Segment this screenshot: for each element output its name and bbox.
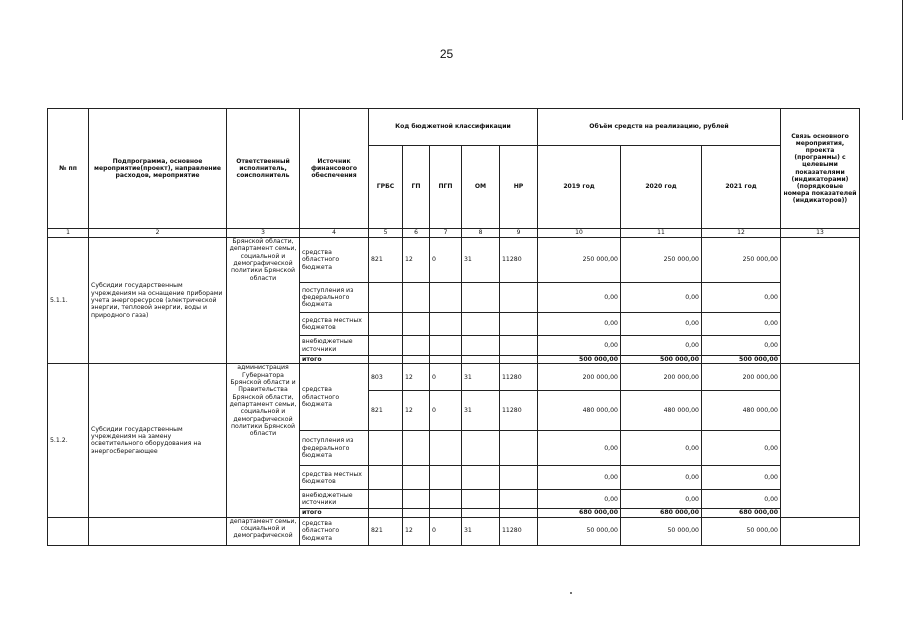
- nr-value: [500, 313, 538, 336]
- total-2019: 680 000,00: [538, 509, 621, 517]
- amount-2021: 0,00: [702, 431, 781, 466]
- header-2020: 2020 год: [621, 146, 702, 229]
- column-number: 13: [781, 229, 860, 238]
- amount-2021: 50 000,00: [702, 517, 781, 545]
- page-number: 25: [439, 47, 454, 61]
- pgp-value: [430, 336, 462, 356]
- amount-2021: 250 000,00: [702, 238, 781, 283]
- source: поступления из федерального бюджета: [300, 431, 369, 466]
- grbs-value: [369, 313, 403, 336]
- header-link: Связь основного мероприятия, проекта (программы) с целевыми показателями (индикаторами) (порядковые номера показателей (индикаторов)): [781, 109, 860, 229]
- amount-2021: 0,00: [702, 490, 781, 509]
- scan-dot: [570, 592, 572, 594]
- source: внебюджетные источники: [300, 336, 369, 356]
- om-value: [462, 336, 500, 356]
- table-row: [48, 238, 860, 283]
- grbs-value: [369, 283, 403, 313]
- total-2020: 680 000,00: [621, 509, 702, 517]
- gp-value: 12: [403, 364, 430, 391]
- grbs-value: 803: [369, 364, 403, 391]
- header-source: Источник финансового обеспечения: [300, 109, 369, 229]
- amount-2020: 0,00: [621, 490, 702, 509]
- column-number: 6: [403, 229, 430, 238]
- header-executor: Ответственный исполнитель, соисполнитель: [227, 109, 300, 229]
- nr-value: 11280: [500, 391, 538, 431]
- pgp-value: [430, 313, 462, 336]
- empty-cell: [500, 466, 538, 490]
- header-row-1: [48, 109, 860, 146]
- amount-2021: 200 000,00: [702, 364, 781, 391]
- nr-value: 11280: [500, 517, 538, 545]
- om-value: 31: [462, 364, 500, 391]
- source: средства областного бюджета: [300, 517, 369, 545]
- grbs-value: 821: [369, 391, 403, 431]
- gp-value: [403, 336, 430, 356]
- empty-cell: [430, 431, 462, 466]
- column-number: 7: [430, 229, 462, 238]
- header-volume: Объём средств на реализацию, рублей: [538, 109, 781, 146]
- header-nr: НР: [500, 146, 538, 229]
- empty-cell: [462, 431, 500, 466]
- pgp-value: 0: [430, 391, 462, 431]
- row-number: 5.1.2.: [48, 364, 89, 517]
- header-2021: 2021 год: [702, 146, 781, 229]
- nr-value: 11280: [500, 238, 538, 283]
- om-value: [462, 313, 500, 336]
- amount-2020: 0,00: [621, 283, 702, 313]
- amount-2019: 200 000,00: [538, 364, 621, 391]
- source: поступления из федерального бюджета: [300, 283, 369, 313]
- grbs-value: [369, 336, 403, 356]
- column-number: 2: [89, 229, 227, 238]
- empty-cell: [462, 490, 500, 509]
- pgp-value: 0: [430, 517, 462, 545]
- nr-value: [500, 336, 538, 356]
- header-gp: ГП: [403, 146, 430, 229]
- header-npp: № пп: [48, 109, 89, 229]
- empty-cell: [369, 431, 403, 466]
- empty-cell: [462, 356, 500, 364]
- amount-2021: 0,00: [702, 466, 781, 490]
- amount-2020: 200 000,00: [621, 364, 702, 391]
- gp-value: [403, 283, 430, 313]
- amount-2019: 480 000,00: [538, 391, 621, 431]
- total-2019: 500 000,00: [538, 356, 621, 364]
- grbs-value: 821: [369, 517, 403, 545]
- header-om: ОМ: [462, 146, 500, 229]
- header-2019: 2019 год: [538, 146, 621, 229]
- om-value: [462, 283, 500, 313]
- amount-2020: 0,00: [621, 313, 702, 336]
- executor: департамент семьи, социальной и демографической: [227, 517, 300, 545]
- pgp-value: [430, 283, 462, 313]
- empty-cell: [403, 356, 430, 364]
- amount-2020: 480 000,00: [621, 391, 702, 431]
- row-number: 5.1.1.: [48, 238, 89, 364]
- amount-2019: 0,00: [538, 313, 621, 336]
- amount-2019: 0,00: [538, 283, 621, 313]
- pgp-value: 0: [430, 238, 462, 283]
- header-grbs: ГРБС: [369, 146, 403, 229]
- amount-2021: 0,00: [702, 336, 781, 356]
- amount-2019: 0,00: [538, 336, 621, 356]
- empty-cell: [403, 490, 430, 509]
- total-2020: 500 000,00: [621, 356, 702, 364]
- column-number: 3: [227, 229, 300, 238]
- header-budget-code: Код бюджетной классификации: [369, 109, 538, 146]
- column-number-row: [48, 229, 860, 238]
- total-2021: 500 000,00: [702, 356, 781, 364]
- column-number: 12: [702, 229, 781, 238]
- gp-value: 12: [403, 517, 430, 545]
- header-pgp: ПГП: [430, 146, 462, 229]
- amount-2019: 0,00: [538, 431, 621, 466]
- empty-cell: [430, 466, 462, 490]
- amount-2019: 50 000,00: [538, 517, 621, 545]
- empty-cell: [500, 509, 538, 517]
- source: средства областного бюджета: [300, 364, 369, 431]
- om-value: 31: [462, 391, 500, 431]
- source: средства местных бюджетов: [300, 466, 369, 490]
- scan-edge-line: [902, 0, 903, 120]
- source: средства местных бюджетов: [300, 313, 369, 336]
- total-label: итого: [300, 509, 369, 517]
- column-number: 4: [300, 229, 369, 238]
- gp-value: [403, 313, 430, 336]
- amount-2019: 250 000,00: [538, 238, 621, 283]
- table-row: [48, 364, 860, 391]
- empty-cell: [369, 509, 403, 517]
- gp-value: 12: [403, 391, 430, 431]
- grbs-value: 821: [369, 238, 403, 283]
- total-2021: 680 000,00: [702, 509, 781, 517]
- executor: Брянской области, департамент семьи, социальной и демографической политики Брянской области: [227, 238, 300, 364]
- column-number: 11: [621, 229, 702, 238]
- amount-2021: 0,00: [702, 313, 781, 336]
- empty-cell: [430, 490, 462, 509]
- empty-cell: [462, 466, 500, 490]
- indicator-link: [781, 517, 860, 545]
- empty-cell: [369, 356, 403, 364]
- indicator-link: [781, 364, 860, 517]
- amount-2019: 0,00: [538, 490, 621, 509]
- measure-name: [89, 517, 227, 545]
- gp-value: 12: [403, 238, 430, 283]
- empty-cell: [403, 466, 430, 490]
- amount-2020: 250 000,00: [621, 238, 702, 283]
- om-value: 31: [462, 238, 500, 283]
- empty-cell: [369, 466, 403, 490]
- amount-2020: 0,00: [621, 336, 702, 356]
- empty-cell: [500, 490, 538, 509]
- empty-cell: [430, 356, 462, 364]
- table-row: [48, 517, 860, 545]
- amount-2020: 50 000,00: [621, 517, 702, 545]
- empty-cell: [500, 431, 538, 466]
- budget-table: [47, 108, 860, 546]
- column-number: 5: [369, 229, 403, 238]
- nr-value: [500, 283, 538, 313]
- amount-2020: 0,00: [621, 466, 702, 490]
- amount-2021: 480 000,00: [702, 391, 781, 431]
- nr-value: 11280: [500, 364, 538, 391]
- amount-2019: 0,00: [538, 466, 621, 490]
- column-number: 8: [462, 229, 500, 238]
- empty-cell: [403, 509, 430, 517]
- measure-name: Субсидии государственным учреждениям на оснащение приборами учета энергоресурсов (электрической энергии, тепловой энергии, воды и природного газа): [89, 238, 227, 364]
- empty-cell: [369, 490, 403, 509]
- empty-cell: [500, 356, 538, 364]
- om-value: 31: [462, 517, 500, 545]
- executor: администрация Губернатора Брянской области и Правительства Брянской области, департамент семьи, социальной и демографической политики Брянской области: [227, 364, 300, 517]
- empty-cell: [462, 509, 500, 517]
- amount-2020: 0,00: [621, 431, 702, 466]
- empty-cell: [403, 431, 430, 466]
- column-number: 9: [500, 229, 538, 238]
- pgp-value: 0: [430, 364, 462, 391]
- empty-cell: [430, 509, 462, 517]
- source: средства областного бюджета: [300, 238, 369, 283]
- measure-name: Субсидии государственным учреждениям на замену осветительного оборудования на энергосберегающее: [89, 364, 227, 517]
- indicator-link: [781, 238, 860, 364]
- column-number: 1: [48, 229, 89, 238]
- column-number: 10: [538, 229, 621, 238]
- source: внебюджетные источники: [300, 490, 369, 509]
- total-label: итого: [300, 356, 369, 364]
- header-subprogram: Подпрограмма, основное мероприятие(проект), направление расходов, мероприятие: [89, 109, 227, 229]
- row-number: [48, 517, 89, 545]
- amount-2021: 0,00: [702, 283, 781, 313]
